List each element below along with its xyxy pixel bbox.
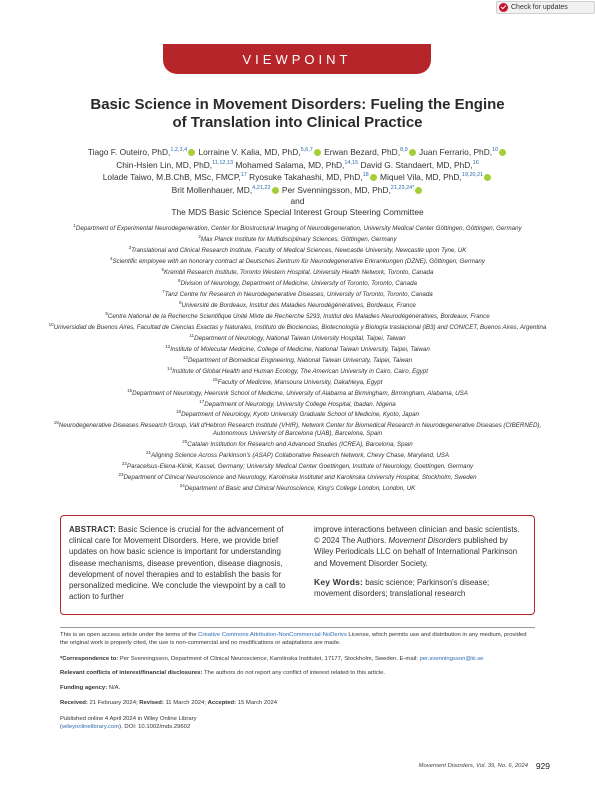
funding-label: Funding agency: — [60, 685, 108, 691]
affiliation-number: 15 — [212, 376, 218, 382]
affiliation-text: Paracelsus-Elena-Klinik, Kassel, Germany; University Medical Center Goettingen, Institute of Neurology, Goettingen, Germany — [126, 463, 474, 471]
affiliation-text: Department of Neurology, National Taiwan University Hospital, Taipei, Taiwan — [194, 334, 406, 342]
key-words-label: Key Words: — [314, 576, 364, 587]
published-text: Published online 4 April 2024 in Wiley Online Library — [60, 716, 197, 722]
author-affiliation-refs: 4,21,22 — [252, 185, 271, 192]
revised-label: Revised: — [139, 700, 164, 706]
affiliation-number: 14 — [167, 365, 173, 371]
abstract-column-1 — [69, 524, 291, 602]
dates-note — [60, 700, 535, 708]
author-name — [198, 147, 321, 157]
affiliation-item — [40, 244, 555, 255]
affiliation-item — [40, 438, 555, 449]
author-affiliation-refs: 18 — [362, 172, 369, 179]
affiliation-item — [40, 255, 555, 266]
author-name — [171, 207, 423, 217]
correspondence-email-link[interactable]: per.svenningsson@ki.se — [419, 656, 484, 662]
affiliation-number: 13 — [182, 354, 188, 360]
accepted-date: 15 March 2024 — [237, 700, 278, 706]
affiliation-item — [40, 398, 555, 409]
abstract-text-2 — [314, 524, 526, 569]
affiliation-number: 19 — [53, 420, 59, 426]
orcid-icon[interactable] — [188, 149, 195, 156]
section-banner: VIEWPOINT — [163, 44, 431, 74]
cc-license-link[interactable]: Creative Commons Attribution-NonCommercial-NoDerivs — [198, 632, 347, 638]
author-name — [88, 147, 196, 157]
footer-divider — [60, 627, 535, 628]
publication-note — [60, 716, 535, 731]
affiliation-number: 7 — [162, 288, 165, 294]
orcid-icon[interactable] — [370, 174, 377, 181]
author-affiliation-refs: 14,15 — [344, 159, 359, 166]
affiliation-item — [40, 354, 555, 365]
affiliation-number: 3 — [128, 244, 132, 250]
conflicts-text: The authors do not report any conflict of interest related to this article. — [203, 670, 386, 676]
affiliation-text: Centre National de la Recherche Scientifique Unité Mixte de Recherche 5293, Institut des Maladies Neurodégénératives, Bordeaux, France — [107, 312, 490, 320]
orcid-icon[interactable] — [484, 174, 491, 181]
affiliation-item — [40, 482, 555, 493]
author-name-text: Juan Ferrario, PhD, — [419, 146, 493, 157]
funding-note — [60, 685, 535, 693]
author-affiliation-refs: 11,12,13 — [212, 159, 234, 166]
open-access-note — [60, 632, 535, 647]
affiliation-number: 4 — [110, 255, 113, 261]
affiliation-item — [40, 460, 555, 471]
abstract-text-2b: published by Wiley Periodicals LLC on behalf of International Parkinson and Movement Disorder Society. — [314, 536, 518, 568]
affiliation-text: Neurodegenerative Diseases Research Group, Vall d'Hebron Research Institute (VHIR), Network Center for Biomedical Research in Neurodegenerative Diseases (CIBERNED), Autonomous University of Barcelona (UAB), Barcelona, Spain — [58, 422, 542, 438]
affiliation-item — [40, 343, 555, 354]
conflicts-label: Relevant conflicts of interest/financial disclosures: — [60, 670, 203, 676]
revised-date: 11 March 2024; — [165, 700, 206, 706]
author-affiliation-refs: 10 — [492, 147, 499, 153]
author-name-text: Lolade Taiwo, M.B.ChB, MSc, FMCP, — [102, 172, 241, 183]
abstract-column-2 — [314, 524, 526, 599]
affiliation-number: 24 — [179, 483, 185, 489]
author-name-text: Brit Mollenhauer, MD, — [171, 185, 253, 196]
affiliation-number: 17 — [199, 398, 205, 404]
affiliation-text: Aligning Science Across Parkinson's (ASAP) Collaborative Research Network, Chevy Chase, Maryland, USA — [150, 452, 450, 460]
affiliation-number: 1 — [73, 223, 76, 228]
affiliation-number: 10 — [48, 321, 54, 327]
affiliation-number: 6 — [178, 277, 181, 283]
author-affiliation-refs: 1,2,3,4 — [170, 147, 188, 153]
author-name-text: Mohamed Salama, MD, PhD, — [235, 159, 345, 170]
correspondence-note — [60, 656, 535, 664]
author-affiliation-refs: 17 — [240, 172, 247, 179]
affiliation-item — [40, 408, 555, 419]
affiliation-number: 21 — [145, 450, 151, 456]
author-name — [249, 172, 378, 182]
affiliation-text: Department of Neurology, Heersink School of Medicine, University of Alabama at Birmingham, Birmingham, Alabama, USA — [132, 389, 468, 397]
affiliation-item — [40, 449, 555, 460]
journal-name: Movement Disorders — [388, 536, 462, 546]
affiliation-item — [40, 288, 555, 299]
author-list — [60, 145, 535, 218]
crossmark-icon — [499, 3, 508, 12]
key-words — [314, 577, 526, 599]
author-name-text: Tiago F. Outeiro, PhD, — [87, 146, 171, 157]
affiliation-text: Institute of Global Health and Human Ecology, The American University in Cairo, Cairo, Egypt — [172, 367, 428, 375]
affiliation-number: 20 — [182, 439, 188, 445]
author-name-text: and — [290, 196, 305, 207]
affiliation-item — [40, 299, 555, 310]
check-for-updates-label: Check for updates — [511, 4, 568, 11]
affiliation-text: Tanz Centre for Research in Neurodegenerative Diseases, University of Toronto, Toronto, Canada — [164, 290, 433, 298]
author-name — [235, 160, 358, 170]
funding-text: N/A. — [108, 685, 121, 691]
affiliation-number: 18 — [176, 409, 182, 415]
affiliation-item — [40, 365, 555, 376]
affiliation-text: Department of Neurology, Kyoto University Graduate School of Medicine, Kyoto, Japan — [181, 411, 419, 419]
affiliation-text: Division of Neurology, Department of Medicine, University of Toronto, Toronto, Canada — [180, 279, 417, 287]
author-affiliation-refs: 19,20,21 — [461, 172, 484, 179]
affiliation-text: Scientific employee with an honorary contract at Deutsches Zentrum für Neurodegenerative Erkrankungen (DZNE), Göttingen, Germany — [112, 257, 485, 265]
affiliation-item — [40, 321, 555, 332]
affiliation-number: 5 — [161, 266, 165, 272]
author-name-text: David G. Standaert, MD, PhD, — [360, 159, 473, 170]
check-for-updates-button[interactable] — [496, 1, 595, 14]
author-name — [291, 196, 305, 206]
author-name-text: Erwan Bezard, PhD, — [324, 146, 401, 157]
author-affiliation-refs: 16 — [472, 159, 479, 166]
affiliation-item — [40, 419, 555, 438]
oa-text-b: License, which permits use and distribution in any medium, provided the original work is properly cited, the use is non-commercial and no modifications or adaptations are made. — [60, 632, 527, 646]
title-line-1: Basic Science in Movement Disorders: Fueling the Engine — [90, 96, 505, 113]
abstract-text-2a: improve interactions between clinician and basic scientists. © 2024 The Authors. — [314, 525, 520, 546]
affiliation-text: Department of Biomedical Engineering, National Taiwan University, Taipei, Taiwan — [187, 356, 413, 364]
affiliation-text: Krembil Research Institute, Toronto Western Hospital, University Health Network, Toronto, Canada — [164, 268, 434, 276]
author-name — [116, 160, 233, 170]
author-name-text: Lorraine V. Kalia, MD, PhD, — [198, 146, 301, 157]
affiliation-number: 16 — [127, 387, 133, 393]
affiliation-number: 12 — [165, 343, 171, 349]
author-name — [419, 147, 507, 157]
affiliation-item — [40, 310, 555, 321]
orcid-icon[interactable] — [272, 187, 279, 194]
affiliation-text: Max Planck Institute for Multidisciplinary Sciences, Göttingen, Germany — [200, 236, 397, 244]
author-name — [324, 147, 417, 157]
author-name — [103, 172, 247, 182]
affiliation-item — [40, 277, 555, 288]
author-name-text: Chin-Hsien Lin, MD, PhD, — [116, 159, 213, 170]
doi-line — [60, 724, 535, 732]
author-name — [282, 185, 424, 195]
author-affiliation-refs: 21,23,24* — [390, 185, 415, 192]
affiliation-text: Department of Experimental Neurodegeneration, Center for Biostructural Imaging of Neurodegeneration, University Medical Center Göttingen, Göttingen, Germany — [75, 225, 522, 233]
page-number: 929 — [535, 761, 550, 771]
orcid-icon[interactable] — [409, 149, 416, 156]
affiliation-text: Universidad de Buenos Aires, Facultad de Ciencias Exactas y Naturales, Instituto de Biociencias, Biotecnología y Biología traslacional (iB3) and CONICET, Buenos Aires, Argentina — [53, 323, 547, 331]
doi-text: DOI: 10.1002/mds.29602 — [124, 723, 191, 730]
received-date: 21 February 2024; — [89, 700, 138, 706]
affiliation-item — [40, 471, 555, 482]
affiliation-item — [40, 387, 555, 398]
author-name-text: Miquel Vila, MD, PhD, — [380, 172, 462, 183]
conflicts-note — [60, 670, 535, 678]
affiliation-item — [40, 332, 555, 343]
received-label: Received: — [60, 700, 88, 706]
running-footer: Movement Disorders, Vol. 39, No. 6, 2024 — [418, 763, 528, 769]
orcid-icon[interactable] — [499, 149, 506, 156]
affiliation-text: Translational and Clinical Research Institute, Faculty of Medical Sciences, Newcastle University, Newcastle upon Tyne, UK — [131, 247, 467, 254]
author-name-text: Ryosuke Takahashi, MD, PhD, — [249, 172, 363, 183]
affiliation-text: Catalan Institution for Research and Advanced Studies (ICREA), Barcelona, Spain — [187, 441, 413, 449]
affiliation-item — [40, 376, 555, 387]
affiliation-list — [40, 222, 555, 493]
author-name — [360, 160, 478, 170]
doi-paren-close: ). — [119, 723, 125, 730]
affiliation-text: Department of Neurology, University College Hospital, Ibadan, Nigeria — [204, 400, 396, 408]
article-title — [60, 96, 535, 132]
affiliation-number: 8 — [179, 299, 182, 305]
affiliation-number: 23 — [118, 472, 124, 478]
affiliation-item — [40, 233, 555, 244]
author-affiliation-refs: 5,6,7 — [300, 147, 313, 153]
abstract-box — [60, 515, 535, 615]
doi-paren-open: ( — [60, 723, 62, 730]
author-name-text: Per Svenningsson, MD, PhD, — [281, 185, 391, 196]
author-affiliation-refs: 8,9 — [400, 147, 408, 153]
affiliation-text: Université de Bordeaux, Institut des Maladies Neurodégénératives, Bordeaux, France — [181, 301, 416, 309]
affiliation-number: 11 — [189, 332, 195, 338]
wiley-online-link[interactable]: wileyonlinelibrary.com — [61, 723, 120, 730]
oa-text-a: This is an open access article under the terms of the — [60, 632, 199, 638]
orcid-icon[interactable] — [415, 187, 422, 194]
affiliation-number: 2 — [198, 233, 201, 239]
affiliation-text: Institute of Molecular Medicine, College of Medicine, National Taiwan University, Taipei, Taiwan — [170, 345, 430, 353]
author-name-text: The MDS Basic Science Special Interest Group Steering Committee — [171, 207, 424, 218]
abstract-label: ABSTRACT: — [69, 525, 116, 534]
accepted-label: Accepted: — [207, 700, 237, 706]
affiliation-text: Department of Clinical Neuroscience and Neurology, Karolinska Institutet and Karolinska University Hospital, Stockholm, Sweden — [123, 474, 477, 482]
affiliation-text: Department of Basic and Clinical Neuroscience, King's College London, London, UK — [184, 485, 416, 493]
affiliation-number: 22 — [121, 461, 127, 467]
affiliation-item — [40, 222, 555, 233]
orcid-icon[interactable] — [314, 149, 321, 156]
affiliation-text: Faculty of Medicine, Mansoura University, Dakahleya, Egypt — [217, 378, 383, 386]
author-name — [380, 172, 492, 182]
title-line-2: of Translation into Clinical Practice — [172, 114, 423, 131]
correspondence-text: Per Svenningsson, Department of Clinical Neuroscience, Karolinska Institutet, 17177, Stockholm, Sweden. E-mail: — [119, 656, 420, 662]
correspondence-label: *Correspondence to: — [60, 656, 119, 662]
affiliation-item — [40, 266, 555, 277]
affiliation-number: 9 — [105, 310, 108, 316]
abstract-text-1: Basic Science is crucial for the advancement of clinical care for Movement Disorders. Here, we provide brief updates on how basic science is important for understanding disease mechanisms, disease prevention, disease diagnosis, development of novel therapies and to establish the basis for personalized medicine. We conclude the viewpoint by a call to action to further — [69, 525, 286, 602]
author-name — [172, 185, 280, 195]
key-words-text: basic science; Parkinson's disease; movement disorders; translational research — [314, 577, 490, 599]
